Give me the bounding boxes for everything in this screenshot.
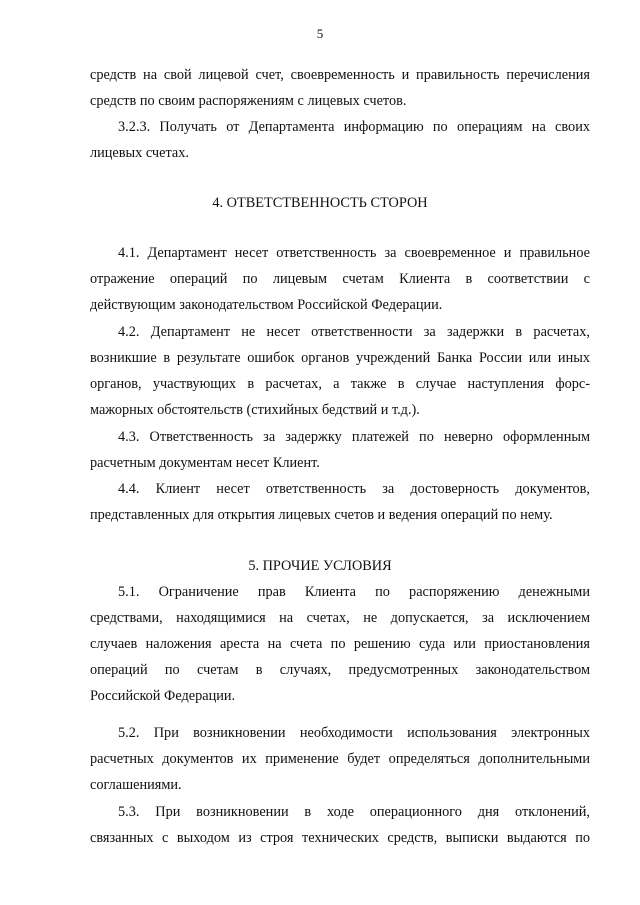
- paragraph-line: 5.1. Ограничение прав Клиента по распоряжению денежными: [118, 584, 590, 600]
- paragraph-line: 4.4. Клиент несет ответственность за достоверность документов,: [118, 481, 590, 497]
- paragraph-line: органов, участвующих в расчетах, а также в случае наступления форс-: [90, 376, 590, 392]
- paragraph-line: 5.2. При возникновении необходимости использования электронных: [118, 725, 590, 741]
- paragraph-line: представленных для открытия лицевых счетов и ведения операций по нему.: [90, 507, 553, 523]
- paragraph-line: возникшие в результате ошибок органов учреждений Банка России или иных: [90, 350, 590, 366]
- paragraph-line: расчетных документов их применение будет определяться дополнительными: [90, 751, 590, 767]
- section-heading: 5. ПРОЧИЕ УСЛОВИЯ: [248, 558, 392, 574]
- paragraph-line: случаев наложения ареста на счета по решению суда или приостановления: [90, 636, 590, 652]
- paragraph-line: действующим законодательством Российской Федерации.: [90, 297, 443, 313]
- paragraph-line: операций по счетам в случаях, предусмотренных законодательством: [90, 662, 590, 678]
- paragraph-line: мажорных обстоятельств (стихийных бедствий и т.д.).: [90, 402, 420, 418]
- paragraph-line: средств на свой лицевой счет, своевременность и правильность перечисления: [90, 67, 590, 83]
- paragraph-line: 4.2. Департамент не несет ответственности за задержки в расчетах,: [118, 324, 590, 340]
- paragraph-line: средств по своим распоряжениям с лицевых счетов.: [90, 93, 407, 109]
- paragraph-line: 4.1. Департамент несет ответственность за своевременное и правильное: [118, 245, 590, 261]
- paragraph-line: лицевых счетах.: [90, 145, 189, 161]
- paragraph-line: 5.3. При возникновении в ходе операционного дня отклонений,: [118, 804, 590, 820]
- paragraph-line: соглашениями.: [90, 777, 182, 793]
- paragraph-line: Российской Федерации.: [90, 688, 236, 704]
- paragraph-line: связанных с выходом из строя технических средств, выписки выдаются по: [90, 830, 590, 846]
- paragraph-line: средствами, находящимися на счетах, не допускается, за исключением: [90, 610, 590, 626]
- page-number: 5: [316, 26, 324, 41]
- paragraph-line: 3.2.3. Получать от Департамента информацию по операциям на своих: [118, 119, 590, 135]
- paragraph-line: 4.3. Ответственность за задержку платежей по неверно оформленным: [118, 429, 590, 445]
- section-heading: 4. ОТВЕТСТВЕННОСТЬ СТОРОН: [212, 195, 428, 211]
- paragraph-line: расчетным документам несет Клиент.: [90, 455, 320, 471]
- paragraph-line: отражение операций по лицевым счетам Клиента в соответствии с: [90, 271, 590, 287]
